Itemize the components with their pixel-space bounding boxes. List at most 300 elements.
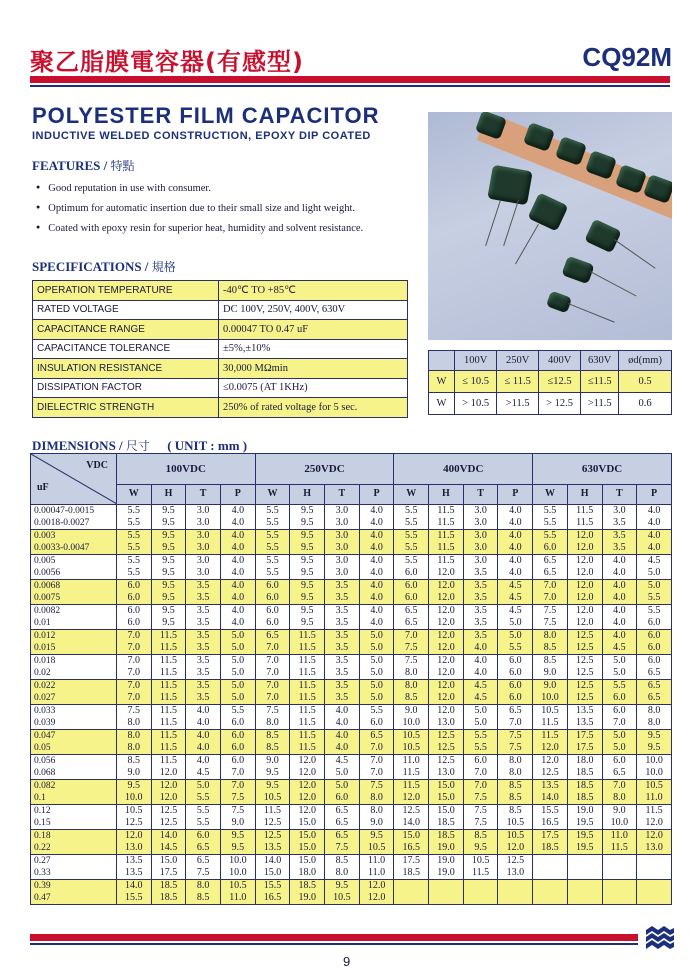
dimension-cell: 11.0: [359, 867, 394, 880]
dimension-cell: 12.5: [567, 642, 602, 655]
dimension-cell: 5.0: [602, 655, 637, 668]
spec-value: -40℃ TO +85℃: [219, 281, 408, 301]
dimension-cell: 12.5: [533, 767, 568, 780]
dimension-cell: 6.5: [533, 555, 568, 568]
dimension-cell: 5.0: [359, 692, 394, 705]
dimension-cell: 13.5: [533, 780, 568, 793]
spec-label: DIELECTRIC STRENGTH: [33, 398, 219, 418]
dimension-cell: 9.5: [290, 617, 325, 630]
dimension-cell: 5.5: [637, 592, 672, 605]
dimension-cell: 4.0: [498, 555, 533, 568]
capacitance-cell: 0.018: [31, 655, 117, 668]
dimension-cell: 11.5: [151, 692, 186, 705]
capacitor-lead: [590, 271, 636, 296]
dimension-cell: 6.0: [116, 605, 151, 618]
dimension-cell: 17.5: [533, 830, 568, 843]
dimensions-unit: ( UNIT : mm ): [167, 438, 248, 453]
dims-column-header: T: [325, 484, 360, 504]
capacitance-cell: 0.12: [31, 805, 117, 818]
dims-column-header: H: [429, 484, 464, 504]
capacitance-cell: 0.012: [31, 630, 117, 643]
dimension-cell: 5.5: [186, 805, 221, 818]
dims-column-header: T: [463, 484, 498, 504]
dimension-cell: 7.0: [116, 667, 151, 680]
dimension-cell: 12.0: [567, 605, 602, 618]
dimension-cell: 4.0: [498, 530, 533, 543]
dims-column-header: H: [567, 484, 602, 504]
dimension-cell: 5.5: [602, 680, 637, 693]
dimension-cell: 5.5: [255, 505, 290, 518]
dimension-cell: 12.0: [429, 580, 464, 593]
dimension-cell: 9.0: [255, 755, 290, 768]
dimension-cell: 12.5: [429, 755, 464, 768]
dims-column-header: H: [151, 484, 186, 504]
dimension-cell: 6.5: [394, 617, 429, 630]
dimension-cell: 6.5: [325, 805, 360, 818]
dimension-cell: 5.5: [220, 705, 255, 718]
dimension-cell: 19.5: [567, 830, 602, 843]
dimension-cell: 7.5: [463, 805, 498, 818]
dimension-cell: 5.5: [394, 530, 429, 543]
dimension-cell: 13.5: [567, 705, 602, 718]
dimension-cell: 8.0: [533, 630, 568, 643]
spec-value: 250% of rated voltage for 5 sec.: [219, 398, 408, 418]
dimension-cell: 10.0: [220, 867, 255, 880]
dimension-cell: 4.0: [359, 555, 394, 568]
dimension-cell: 12.0: [429, 617, 464, 630]
dimension-cell: 11.5: [463, 867, 498, 880]
dimension-cell: 9.5: [151, 555, 186, 568]
dimension-cell: 9.5: [290, 530, 325, 543]
dimension-cell: 17.5: [567, 730, 602, 743]
dimension-cell: 10.0: [637, 755, 672, 768]
lead-table-cell: 0.5: [619, 371, 672, 393]
specifications-table: [32, 280, 408, 418]
header-red-bar: [30, 76, 670, 83]
dimension-cell: 12.0: [498, 842, 533, 855]
features-heading: [32, 157, 135, 174]
specifications-heading: [32, 258, 176, 275]
dimension-cell: 13.5: [255, 842, 290, 855]
capacitance-cell: 0.027: [31, 692, 117, 705]
dimension-cell: [429, 880, 464, 893]
dimension-cell: 8.0: [255, 717, 290, 730]
dimension-cell: 12.0: [429, 692, 464, 705]
dimension-cell: 18.5: [567, 767, 602, 780]
dimension-cell: 7.5: [533, 605, 568, 618]
capacitance-cell: 0.056: [31, 755, 117, 768]
dimension-cell: [498, 892, 533, 905]
dimension-cell: 3.5: [463, 592, 498, 605]
dimension-cell: 17.5: [567, 742, 602, 755]
dimension-cell: 6.5: [533, 567, 568, 580]
capacitance-cell: 0.022: [31, 680, 117, 693]
dimension-cell: 6.0: [255, 605, 290, 618]
dimension-cell: 15.5: [255, 880, 290, 893]
dimension-cell: 12.0: [567, 580, 602, 593]
dimension-cell: 4.0: [498, 542, 533, 555]
dimension-cell: 4.5: [637, 555, 672, 568]
dimension-cell: 5.0: [359, 655, 394, 668]
dimension-cell: 3.5: [463, 567, 498, 580]
dimension-cell: 8.0: [186, 880, 221, 893]
dimension-cell: 3.5: [463, 617, 498, 630]
dimension-cell: 10.5: [533, 705, 568, 718]
dimension-cell: 12.0: [290, 805, 325, 818]
dimension-cell: 8.0: [116, 730, 151, 743]
dimension-cell: 6.5: [602, 767, 637, 780]
dimension-cell: 8.5: [498, 805, 533, 818]
dims-column-header: H: [290, 484, 325, 504]
dims-row: [31, 580, 672, 593]
dimension-cell: 13.0: [429, 717, 464, 730]
specifications-heading-zh: 規格: [151, 260, 176, 274]
dimension-cell: 11.5: [151, 642, 186, 655]
capacitance-cell: 0.1: [31, 792, 117, 805]
dims-row: [31, 717, 672, 730]
dimension-cell: 4.5: [463, 692, 498, 705]
dimension-cell: 11.5: [255, 805, 290, 818]
dimension-cell: 19.0: [290, 892, 325, 905]
dimension-cell: 12.5: [151, 817, 186, 830]
dimension-cell: 18.5: [429, 830, 464, 843]
dimension-cell: 9.5: [151, 505, 186, 518]
dimension-cell: 12.0: [533, 742, 568, 755]
dimension-cell: 6.0: [498, 680, 533, 693]
dimension-cell: 5.5: [394, 542, 429, 555]
dimension-cell: 8.0: [359, 792, 394, 805]
dimension-cell: 14.5: [151, 842, 186, 855]
dimension-cell: 4.0: [325, 742, 360, 755]
spec-row: [33, 378, 408, 398]
dimension-cell: 15.0: [290, 817, 325, 830]
dimension-cell: 4.0: [220, 517, 255, 530]
dimension-cell: 11.0: [359, 855, 394, 868]
dimension-cell: 9.5: [151, 567, 186, 580]
dimension-cell: 12.5: [567, 692, 602, 705]
dimension-cell: 4.0: [359, 530, 394, 543]
dimension-cell: 14.0: [151, 830, 186, 843]
dimension-cell: 4.0: [498, 505, 533, 518]
dims-column-header: P: [498, 484, 533, 504]
dimension-cell: 10.5: [394, 730, 429, 743]
spec-value: ±5%,±10%: [219, 339, 408, 359]
capacitance-cell: 0.039: [31, 717, 117, 730]
dimension-cell: 12.0: [567, 542, 602, 555]
dimension-cell: 12.0: [151, 792, 186, 805]
dimension-cell: 5.5: [116, 530, 151, 543]
dimension-cell: 18.5: [533, 842, 568, 855]
dimension-cell: 3.0: [325, 517, 360, 530]
spec-label: CAPACITANCE TOLERANCE: [33, 339, 219, 359]
dimension-cell: 6.5: [637, 667, 672, 680]
dims-row: [31, 680, 672, 693]
spec-row: [33, 281, 408, 301]
dimension-cell: 12.0: [429, 655, 464, 668]
spec-row: [33, 320, 408, 340]
dims-row: [31, 630, 672, 643]
dimension-cell: 5.5: [116, 567, 151, 580]
dimension-cell: 15.0: [429, 780, 464, 793]
dimension-cell: 8.5: [116, 755, 151, 768]
dims-row: [31, 655, 672, 668]
dimension-cell: 5.5: [255, 555, 290, 568]
dimension-cell: 5.0: [359, 667, 394, 680]
dims-row: [31, 805, 672, 818]
dimension-cell: 18.5: [429, 817, 464, 830]
dimension-cell: 6.0: [637, 642, 672, 655]
dimension-cell: 3.5: [186, 655, 221, 668]
dimension-cell: [567, 880, 602, 893]
dimension-cell: 12.0: [290, 767, 325, 780]
dimension-cell: 18.5: [151, 892, 186, 905]
dimension-cell: 5.5: [255, 530, 290, 543]
dimension-cell: 5.0: [602, 742, 637, 755]
dims-column-header: W: [255, 484, 290, 504]
dimension-cell: 3.0: [186, 567, 221, 580]
dimension-cell: 5.0: [359, 630, 394, 643]
spec-row: [33, 398, 408, 418]
dimension-cell: 12.5: [255, 817, 290, 830]
dimension-cell: 12.5: [498, 855, 533, 868]
dimension-cell: 7.0: [394, 630, 429, 643]
dimension-cell: 9.5: [116, 780, 151, 793]
dimension-cell: 5.5: [463, 730, 498, 743]
dimension-cell: 5.0: [220, 630, 255, 643]
dimension-cell: 8.5: [498, 780, 533, 793]
dimension-cell: 8.0: [394, 680, 429, 693]
dimension-cell: 8.0: [116, 717, 151, 730]
dimension-cell: 8.5: [498, 792, 533, 805]
dimension-cell: 18.5: [567, 792, 602, 805]
dimension-cell: 9.5: [151, 542, 186, 555]
dimension-cell: 15.0: [394, 830, 429, 843]
capacitor-large: [487, 165, 532, 205]
dimension-cell: 9.5: [151, 530, 186, 543]
capacitor-photo: [428, 112, 672, 340]
capacitance-cell: 0.22: [31, 842, 117, 855]
dimension-cell: 7.0: [463, 780, 498, 793]
dimension-cell: 4.0: [359, 505, 394, 518]
dimension-cell: 4.0: [186, 730, 221, 743]
dimension-cell: 3.0: [463, 555, 498, 568]
dims-row: [31, 617, 672, 630]
dimension-cell: 6.5: [498, 705, 533, 718]
dimension-cell: 12.0: [567, 530, 602, 543]
dimension-cell: 9.5: [151, 580, 186, 593]
dimension-cell: 4.0: [220, 580, 255, 593]
dimension-cell: 11.5: [429, 505, 464, 518]
dimension-cell: 15.5: [533, 805, 568, 818]
dimension-cell: 15.0: [290, 842, 325, 855]
dimension-cell: 12.0: [637, 830, 672, 843]
dimension-cell: 6.0: [602, 705, 637, 718]
dimension-cell: 7.5: [394, 655, 429, 668]
dimension-cell: 7.5: [359, 780, 394, 793]
dimension-cell: 5.5: [394, 555, 429, 568]
lead-diameter-table: [428, 350, 672, 415]
dims-row: [31, 880, 672, 893]
dimension-cell: 10.5: [498, 830, 533, 843]
dimension-cell: 7.0: [116, 655, 151, 668]
dimension-cell: 8.0: [602, 792, 637, 805]
lead-table-cell: > 10.5: [455, 393, 497, 415]
dimension-cell: 19.5: [567, 842, 602, 855]
dimension-cell: 3.5: [463, 630, 498, 643]
dimension-cell: 3.5: [602, 542, 637, 555]
dimension-cell: 6.5: [359, 730, 394, 743]
dims-row: [31, 555, 672, 568]
capacitor-lead: [568, 303, 615, 323]
dimension-cell: 6.5: [637, 692, 672, 705]
dims-row: [31, 517, 672, 530]
product-subtitle: INDUCTIVE WELDED CONSTRUCTION, EPOXY DIP COATED: [32, 130, 371, 142]
dimension-cell: 8.0: [498, 755, 533, 768]
dimension-cell: 6.0: [255, 580, 290, 593]
dimension-cell: 3.5: [463, 605, 498, 618]
dimension-cell: 9.5: [637, 742, 672, 755]
dimension-cell: 12.5: [394, 805, 429, 818]
dimensions-heading: [32, 437, 247, 454]
dimension-cell: 12.0: [290, 755, 325, 768]
footer-navy-line: [30, 943, 638, 945]
dimension-cell: 3.0: [463, 517, 498, 530]
dimension-cell: 11.5: [290, 630, 325, 643]
dimension-cell: 6.0: [116, 592, 151, 605]
dimension-cell: 3.5: [602, 530, 637, 543]
dimension-cell: 3.5: [186, 605, 221, 618]
dimension-cell: 4.0: [498, 517, 533, 530]
capacitance-cell: 0.39: [31, 880, 117, 893]
dimension-cell: 4.0: [186, 755, 221, 768]
dimension-cell: 6.0: [186, 830, 221, 843]
dimension-cell: 12.5: [429, 742, 464, 755]
dimension-cell: 4.0: [637, 530, 672, 543]
lead-table-cell: ≤ 10.5: [455, 371, 497, 393]
dims-row: [31, 742, 672, 755]
dims-row: [31, 542, 672, 555]
dimension-cell: 12.0: [637, 817, 672, 830]
dimension-cell: 9.0: [394, 705, 429, 718]
dimension-cell: 8.5: [186, 892, 221, 905]
dimension-cell: 7.0: [602, 717, 637, 730]
dimension-cell: 9.5: [463, 842, 498, 855]
dimension-cell: 8.5: [533, 642, 568, 655]
dimension-cell: 3.5: [325, 655, 360, 668]
dims-row: [31, 855, 672, 868]
dims-row: [31, 792, 672, 805]
capacitance-cell: 0.47: [31, 892, 117, 905]
dimension-cell: 9.5: [255, 767, 290, 780]
dimension-cell: 4.0: [359, 517, 394, 530]
dimension-cell: 11.5: [290, 667, 325, 680]
capacitance-cell: 0.0068: [31, 580, 117, 593]
dimension-cell: 15.5: [116, 892, 151, 905]
feature-item: ● Good reputation in use with consumer.: [36, 178, 426, 198]
dimension-cell: 13.0: [498, 867, 533, 880]
spec-label: CAPACITANCE RANGE: [33, 320, 219, 340]
corner-vdc-label: VDC: [86, 460, 108, 471]
dims-voltage-header-row: [31, 454, 672, 485]
dimension-cell: 6.0: [220, 730, 255, 743]
dimension-cell: 10.0: [637, 767, 672, 780]
dimension-cell: 9.0: [533, 680, 568, 693]
spec-label: RATED VOLTAGE: [33, 300, 219, 320]
dimension-cell: 6.5: [186, 855, 221, 868]
dimension-cell: 4.0: [602, 592, 637, 605]
dimension-cell: 13.0: [429, 767, 464, 780]
dimension-cell: 9.5: [637, 730, 672, 743]
dimension-cell: 8.0: [498, 767, 533, 780]
dimension-cell: 6.0: [359, 717, 394, 730]
dimension-cell: 5.0: [359, 680, 394, 693]
dimension-cell: 5.0: [637, 567, 672, 580]
dimension-cell: 8.5: [463, 830, 498, 843]
page-number: 9: [343, 954, 351, 969]
dims-column-header-row: [31, 484, 672, 504]
dimension-cell: 3.5: [186, 617, 221, 630]
dimension-cell: 12.5: [567, 630, 602, 643]
dimension-cell: 9.5: [325, 880, 360, 893]
dimension-cell: 7.5: [186, 867, 221, 880]
dimension-cell: 5.0: [220, 667, 255, 680]
dimension-cell: 8.0: [637, 705, 672, 718]
dimension-cell: 3.5: [463, 580, 498, 593]
dimension-cell: 3.5: [325, 692, 360, 705]
dimension-cell: 11.5: [290, 680, 325, 693]
dimension-cell: 15.0: [429, 792, 464, 805]
dimension-cell: 5.0: [463, 717, 498, 730]
dimension-cell: 7.5: [463, 817, 498, 830]
dimension-cell: 11.5: [151, 705, 186, 718]
spec-label: OPERATION TEMPERATURE: [33, 281, 219, 301]
capacitor-lead: [485, 200, 501, 246]
dimension-cell: 6.0: [637, 617, 672, 630]
capacitor-medium: [584, 219, 621, 253]
dimension-cell: [533, 867, 568, 880]
dimension-cell: 4.0: [220, 505, 255, 518]
dimension-cell: 19.0: [429, 842, 464, 855]
dimension-cell: 11.5: [394, 767, 429, 780]
dimension-cell: 5.5: [116, 555, 151, 568]
dimension-cell: 16.5: [533, 817, 568, 830]
footer-red-bar: [30, 934, 638, 941]
dimension-cell: 5.5: [116, 517, 151, 530]
dimension-cell: 15.0: [290, 855, 325, 868]
dimension-cell: 11.5: [637, 805, 672, 818]
spec-row: [33, 359, 408, 379]
dims-corner-cell: [31, 454, 117, 505]
capacitor-lead: [515, 224, 539, 264]
dimension-cell: 4.0: [220, 567, 255, 580]
dims-column-header: T: [186, 484, 221, 504]
dimension-cell: 3.5: [186, 642, 221, 655]
dimension-cell: 13.5: [116, 855, 151, 868]
dimension-cell: 4.0: [463, 667, 498, 680]
dimension-cell: 7.0: [255, 667, 290, 680]
spec-value: ≤0.0075 (AT 1KHz): [219, 378, 408, 398]
dimension-cell: 3.0: [186, 555, 221, 568]
dimension-cell: 8.5: [394, 692, 429, 705]
dimension-cell: 11.5: [151, 680, 186, 693]
voltage-header-630v: 630VDC: [533, 454, 672, 485]
dimension-cell: 15.0: [290, 830, 325, 843]
dimension-cell: 10.5: [463, 855, 498, 868]
dimension-cell: 6.0: [394, 592, 429, 605]
dimension-cell: 8.0: [359, 805, 394, 818]
dimension-cell: 4.0: [325, 705, 360, 718]
dimension-cell: 18.0: [567, 755, 602, 768]
